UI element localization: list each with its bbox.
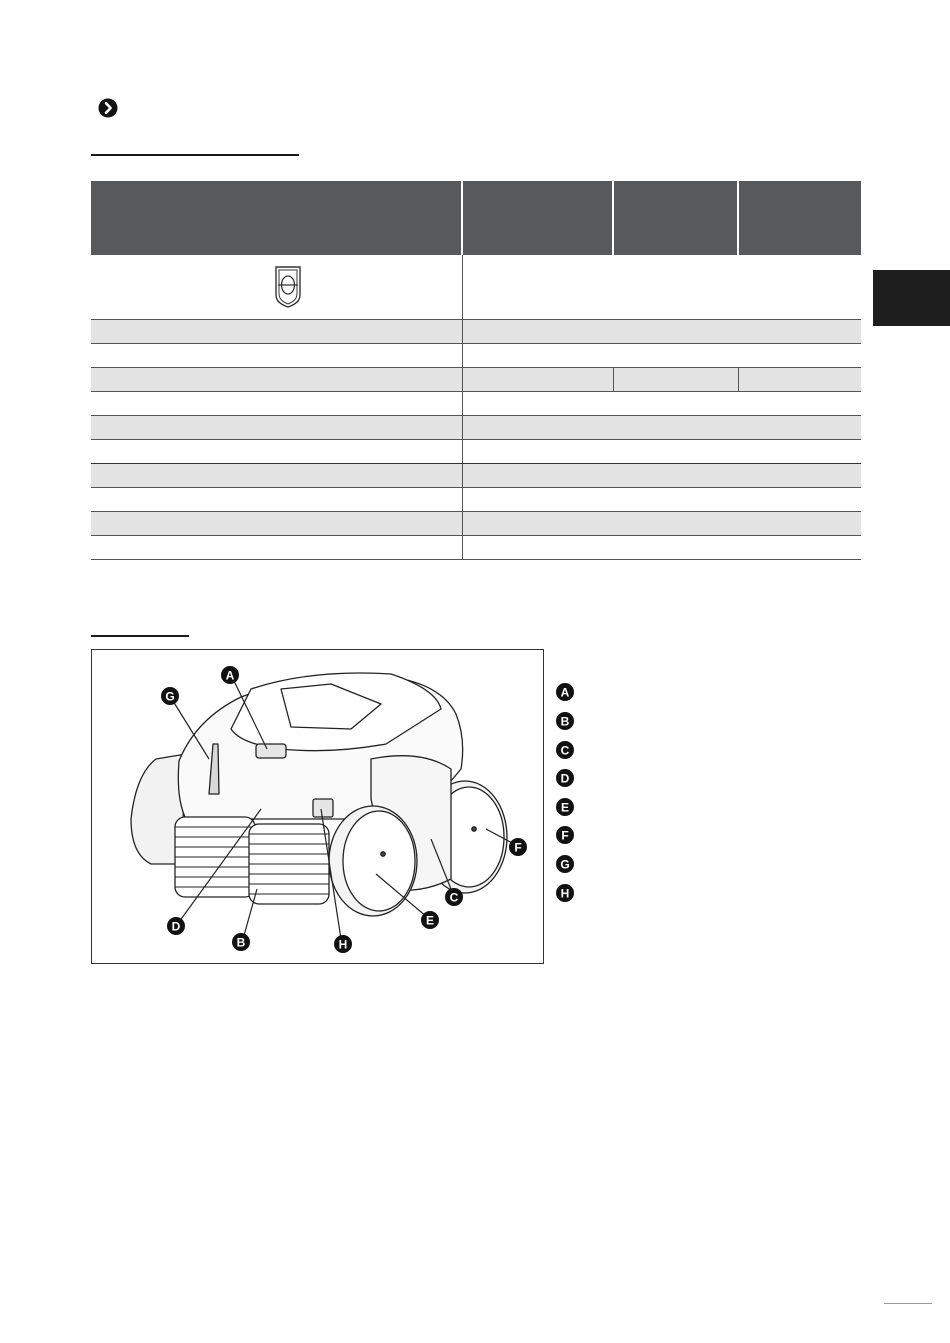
table-cell — [91, 368, 462, 392]
chapter-side-tab — [873, 270, 950, 326]
callout-h-icon — [334, 935, 352, 953]
table-row — [91, 440, 861, 464]
table-cell — [462, 488, 861, 512]
table-cell — [91, 536, 462, 560]
table-cell — [91, 392, 462, 416]
table-cell — [462, 440, 861, 464]
spec-table — [91, 181, 861, 560]
table-cell — [91, 416, 462, 440]
svg-text:G: G — [165, 689, 175, 704]
svg-text:H: H — [560, 886, 570, 901]
callout-a-icon — [221, 666, 239, 684]
section-heading-rule — [91, 635, 189, 637]
svg-text:E: E — [425, 913, 435, 928]
svg-text:D: D — [171, 919, 181, 934]
table-cell — [91, 488, 462, 512]
table-row — [91, 488, 861, 512]
table-cell — [91, 320, 462, 344]
callout-b-icon — [232, 933, 250, 951]
page-number-rule — [884, 1303, 932, 1304]
legend-h-icon — [555, 883, 575, 903]
chevron-right-circle-icon — [98, 98, 118, 118]
svg-text:E: E — [560, 800, 570, 815]
table-cell — [91, 255, 462, 320]
table-cell — [91, 344, 462, 368]
legend-d-icon — [555, 768, 575, 788]
brush-right — [249, 824, 329, 904]
table-cell — [462, 255, 861, 320]
table-row — [91, 392, 861, 416]
table-cell — [462, 536, 861, 560]
svg-text:A: A — [225, 668, 235, 683]
brush-left — [175, 817, 255, 897]
table-row — [91, 536, 861, 560]
callout-d-icon — [167, 917, 185, 935]
legend-a-icon — [555, 682, 575, 702]
svg-text:B: B — [236, 935, 246, 950]
section-heading-rule — [91, 154, 299, 156]
header-cell — [91, 181, 462, 255]
table-cell — [91, 464, 462, 488]
table-cell — [613, 368, 738, 392]
legend-e-icon — [555, 797, 575, 817]
svg-text:B: B — [560, 714, 570, 729]
svg-text:C: C — [449, 890, 459, 905]
callout-e-icon — [421, 911, 439, 929]
table-row — [91, 255, 861, 320]
svg-text:F: F — [561, 828, 569, 843]
svg-text:C: C — [560, 743, 570, 758]
table-cell — [462, 464, 861, 488]
table-row — [91, 320, 861, 344]
svg-text:F: F — [514, 840, 522, 855]
svg-text:D: D — [560, 771, 570, 786]
legend-g-icon — [555, 854, 575, 874]
table-cell — [462, 416, 861, 440]
callout-f-icon — [509, 838, 527, 856]
table-row — [91, 416, 861, 440]
table-row — [91, 368, 861, 392]
callout-c-icon — [445, 888, 463, 906]
table-cell — [738, 368, 861, 392]
header-cell — [462, 181, 613, 255]
header-cell — [738, 181, 861, 255]
callout-g-icon — [161, 687, 179, 705]
svg-text:G: G — [560, 857, 570, 872]
table-row — [91, 344, 861, 368]
table-cell — [462, 320, 861, 344]
legend-f-icon — [555, 825, 575, 845]
spec-table-header — [91, 181, 861, 255]
pool-robot-diagram — [91, 649, 544, 964]
shield-certification-icon — [273, 265, 303, 309]
svg-text:A: A — [560, 685, 570, 700]
table-cell — [91, 440, 462, 464]
top-button — [256, 744, 286, 758]
legend-b-icon — [555, 711, 575, 731]
table-cell — [462, 368, 613, 392]
table-cell — [462, 512, 861, 536]
legend-c-icon — [555, 740, 575, 760]
table-row — [91, 464, 861, 488]
svg-text:H: H — [338, 937, 348, 952]
header-cell — [613, 181, 738, 255]
table-cell — [91, 512, 462, 536]
table-cell — [462, 344, 861, 368]
table-row — [91, 512, 861, 536]
table-cell — [462, 392, 861, 416]
